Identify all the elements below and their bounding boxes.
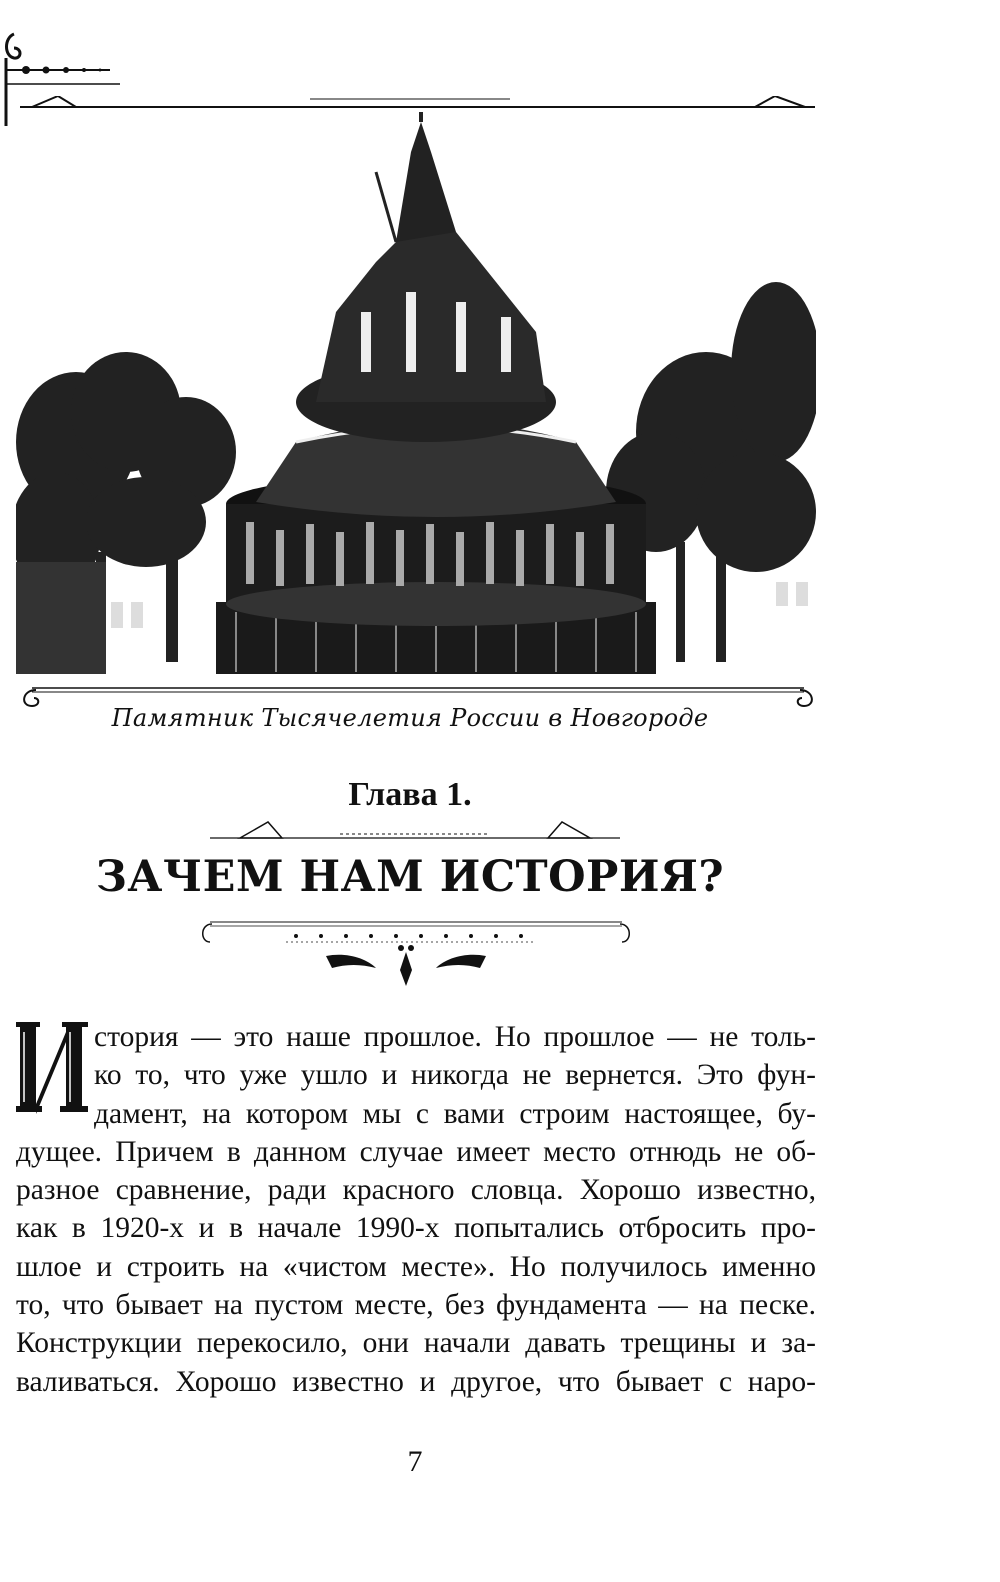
chapter-divider — [210, 816, 620, 844]
body-line: дамент, на котором мы с вами строим настоящее, бу- — [94, 1097, 816, 1130]
body-line: разное сравнение, ради красного словца. Хорошо известно, — [16, 1174, 816, 1207]
monument-photo — [16, 112, 816, 674]
header-rule — [20, 96, 815, 112]
body-line: дущее. Причем в данном случае имеет место отнюдь не об- — [16, 1135, 816, 1168]
body-line: ко то, что уже ушло и никогда не вернется. Это фун- — [94, 1059, 816, 1092]
body-line: то, что бывает на пустом месте, без фундамента — на песке. — [16, 1289, 816, 1322]
body-text — [16, 1018, 816, 1401]
body-line: валиваться. Хорошо известно и другое, что бывает с наро- — [16, 1365, 816, 1398]
body-line: Конструкции перекосило, они начали давать трещины и за- — [16, 1327, 816, 1360]
chapter-ornament — [196, 912, 636, 988]
svg-text:И: И — [52, 1080, 53, 1081]
page-number: 7 — [407, 1445, 423, 1478]
body-line: как в 1920-х и в начале 1990-х попытались отбросить про- — [16, 1212, 816, 1245]
photo-caption: Памятник Тысячелетия России в Новгороде — [111, 704, 709, 732]
body-line: стория — это наше прошлое. Но прошлое — не толь- — [94, 1021, 816, 1053]
body-line: шлое и строить на «чистом месте». Но получилось именно — [16, 1250, 816, 1283]
chapter-title: ЗАЧЕМ НАМ ИСТОРИЯ? — [95, 852, 725, 902]
chapter-label: Глава 1. — [348, 776, 472, 813]
